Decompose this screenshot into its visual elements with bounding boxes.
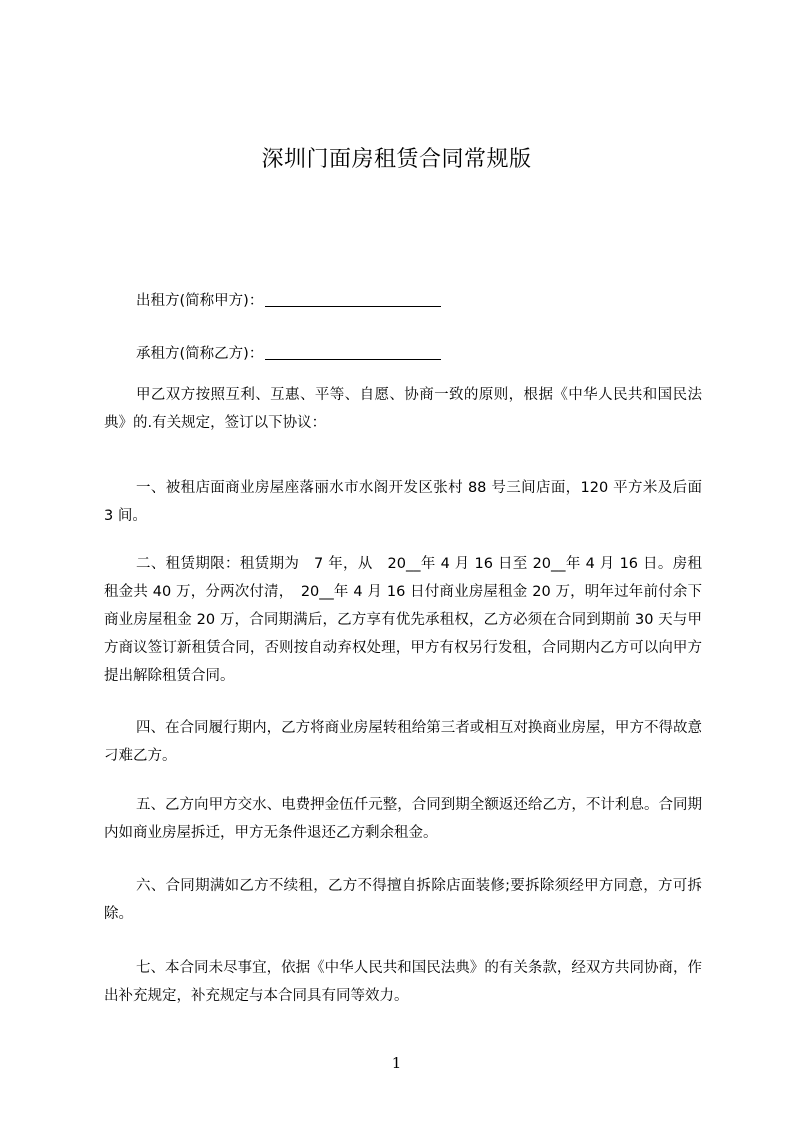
- paragraph-clause-5: 五、乙方向甲方交水、电费押金伍仟元整，合同到期全额返还给乙方，不计利息。合同期内如商业房屋拆迁，甲方无条件退还乙方剩余租金。: [104, 797, 702, 841]
- lessee-label: 承租方(简称乙方)：: [136, 346, 264, 362]
- page-number: 1: [391, 1054, 402, 1072]
- paragraph-clause-1: 一、被租店面商业房屋座落丽水市水阁开发区张村 88 号三间店面，120 平方米及后面 3 间。: [104, 480, 702, 524]
- lessee-field: [136, 340, 441, 368]
- lessor-field: [136, 287, 441, 315]
- lessor-label: 出租方(简称甲方)：: [136, 293, 264, 309]
- lessor-blank-line: [265, 290, 441, 307]
- paragraph-preamble: 甲乙双方按照互利、互惠、平等、自愿、协商一致的原则，根据《中华人民共和国民法典》的.有关规定，签订以下协议：: [104, 387, 702, 431]
- document-title: 深圳门面房租赁合同常规版: [261, 147, 532, 172]
- lessee-blank-line: [265, 343, 441, 360]
- paragraph-clause-7: 七、本合同未尽事宜，依据《中华人民共和国民法典》的有关条款，经双方共同协商，作出补充规定，补充规定与本合同具有同等效力。: [104, 960, 702, 1004]
- paragraph-clause-4: 四、在合同履行期内，乙方将商业房屋转租给第三者或相互对换商业房屋，甲方不得故意刁难乙方。: [104, 720, 702, 764]
- paragraph-clause-2: 二、租赁期限：租赁期为 7 年，从 20__年 4 月 16 日至 20__年 4 月 16 日。房租租金共 40 万，分两次付清， 20__年 4 月 16 日付商业房屋租金 20 万，明年过年前付余下商业房屋租金 20 万，合同期满后，乙方享有优先承租权，乙方必须在合同到期前 30 天与甲方商议签订新租赁合同，否则按自动弃权处理，甲方有权另行发租，合同期内乙方可以向甲方提出解除租赁合同。: [104, 556, 702, 684]
- paragraph-clause-6: 六、合同期满如乙方不续租，乙方不得擅自拆除店面装修;要拆除须经甲方同意，方可拆除。: [104, 878, 702, 922]
